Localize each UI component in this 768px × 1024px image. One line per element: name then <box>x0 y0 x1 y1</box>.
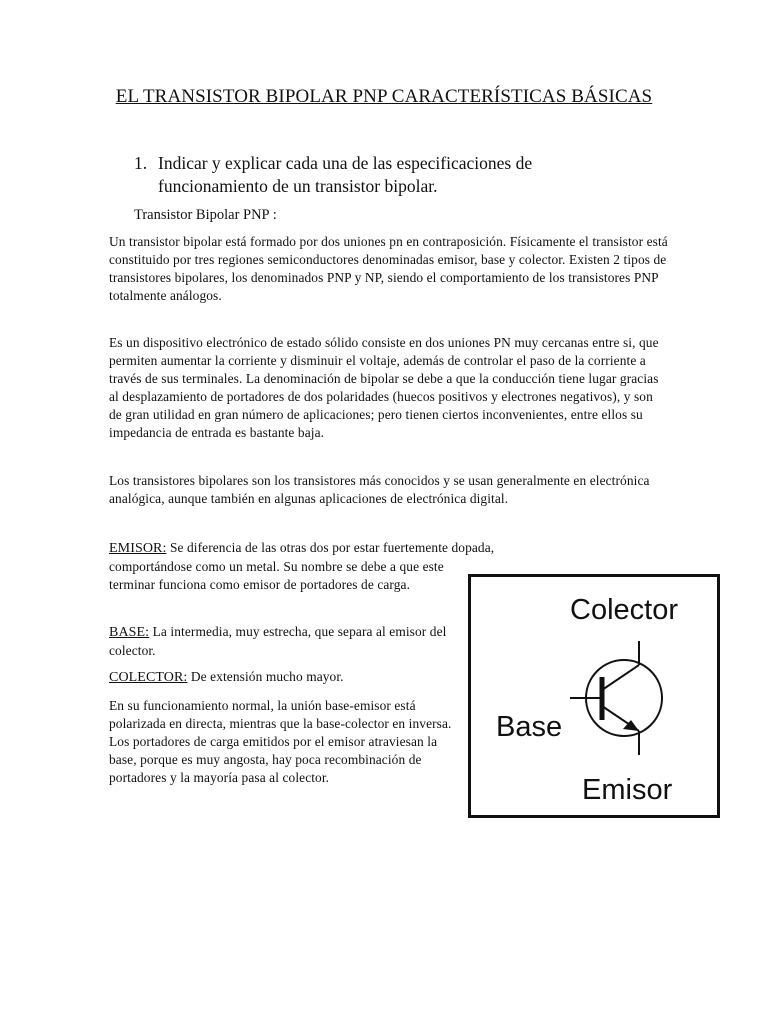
colector-text: De extensión mucho mayor. <box>187 669 344 684</box>
numbered-item <box>134 152 594 198</box>
paragraph-device: Es un dispositivo electrónico de estado sólido consiste en dos uniones PN muy cercanas entre si, que permiten aumentar la corriente y disminuir el voltaje, además de controlar el paso de la corriente a través de sus terminales. La denominación de bipolar se debe a que la conducción tiene lugar gracias al desplazamiento de portadores de dos polaridades (huecos positivos y electrones negativos), y son de gran utilidad en gran número de aplicaciones; pero tienen ciertos inconvenientes, entre ellos su impedancia de entrada es bastante baja. <box>109 335 659 441</box>
item-number: 1. <box>134 153 148 173</box>
colector-label: COLECTOR: <box>109 670 188 685</box>
paragraph-usage: Los transistores bipolares son los transistores más conocidos y se usan generalmente en electrónica analógica, aunque también en algunas aplicaciones de electrónica digital. <box>109 473 650 507</box>
base-text: La intermedia, muy estrecha, que separa al emisor del colector. <box>109 624 447 659</box>
emisor-label: EMISOR: <box>109 541 167 556</box>
document-title: EL TRANSISTOR BIPOLAR PNP CARACTERÍSTICAS BÁSICAS <box>115 86 653 107</box>
emisor-text-rest: comportándose como un metal. Su nombre se debe a que este terminar funciona como emisor de portadores de carga. <box>109 559 444 593</box>
emitter-label: Emisor <box>582 774 673 806</box>
base-label: BASE: <box>109 625 150 640</box>
collector-label: Colector <box>570 594 678 626</box>
section-subheading: Transistor Bipolar PNP : <box>134 207 277 223</box>
base-label-figure: Base <box>496 711 563 743</box>
emisor-text-first: Se diferencia de las otras dos por estar fuertemente dopada, <box>166 540 495 555</box>
functioning-paragraph: En su funcionamiento normal, la unión base-emisor está polarizada en directa, mientras que la base-colector en inversa. Los portadores de carga emitidos por el emisor atraviesan la base, porque es muy angosta, hay poca recombinación de portadores y la mayoría pasa al colector. <box>109 698 452 786</box>
item-text: Indicar y explicar cada una de las especificaciones de funcionamiento de un transistor bipolar. <box>158 153 533 196</box>
base-definition <box>109 623 449 660</box>
paragraph-definition: Un transistor bipolar está formado por dos uniones pn en contraposición. Físicamente el transistor está constituido por tres regiones semiconductores denominadas emisor, base y colector. Existen 2 tipos de transistores bipolares, los denominados PNP y NP, siendo el comportamiento de los transistores PNP totalmente análogos. <box>109 234 668 304</box>
pnp-transistor-diagram <box>468 574 720 818</box>
colector-definition <box>109 668 449 687</box>
